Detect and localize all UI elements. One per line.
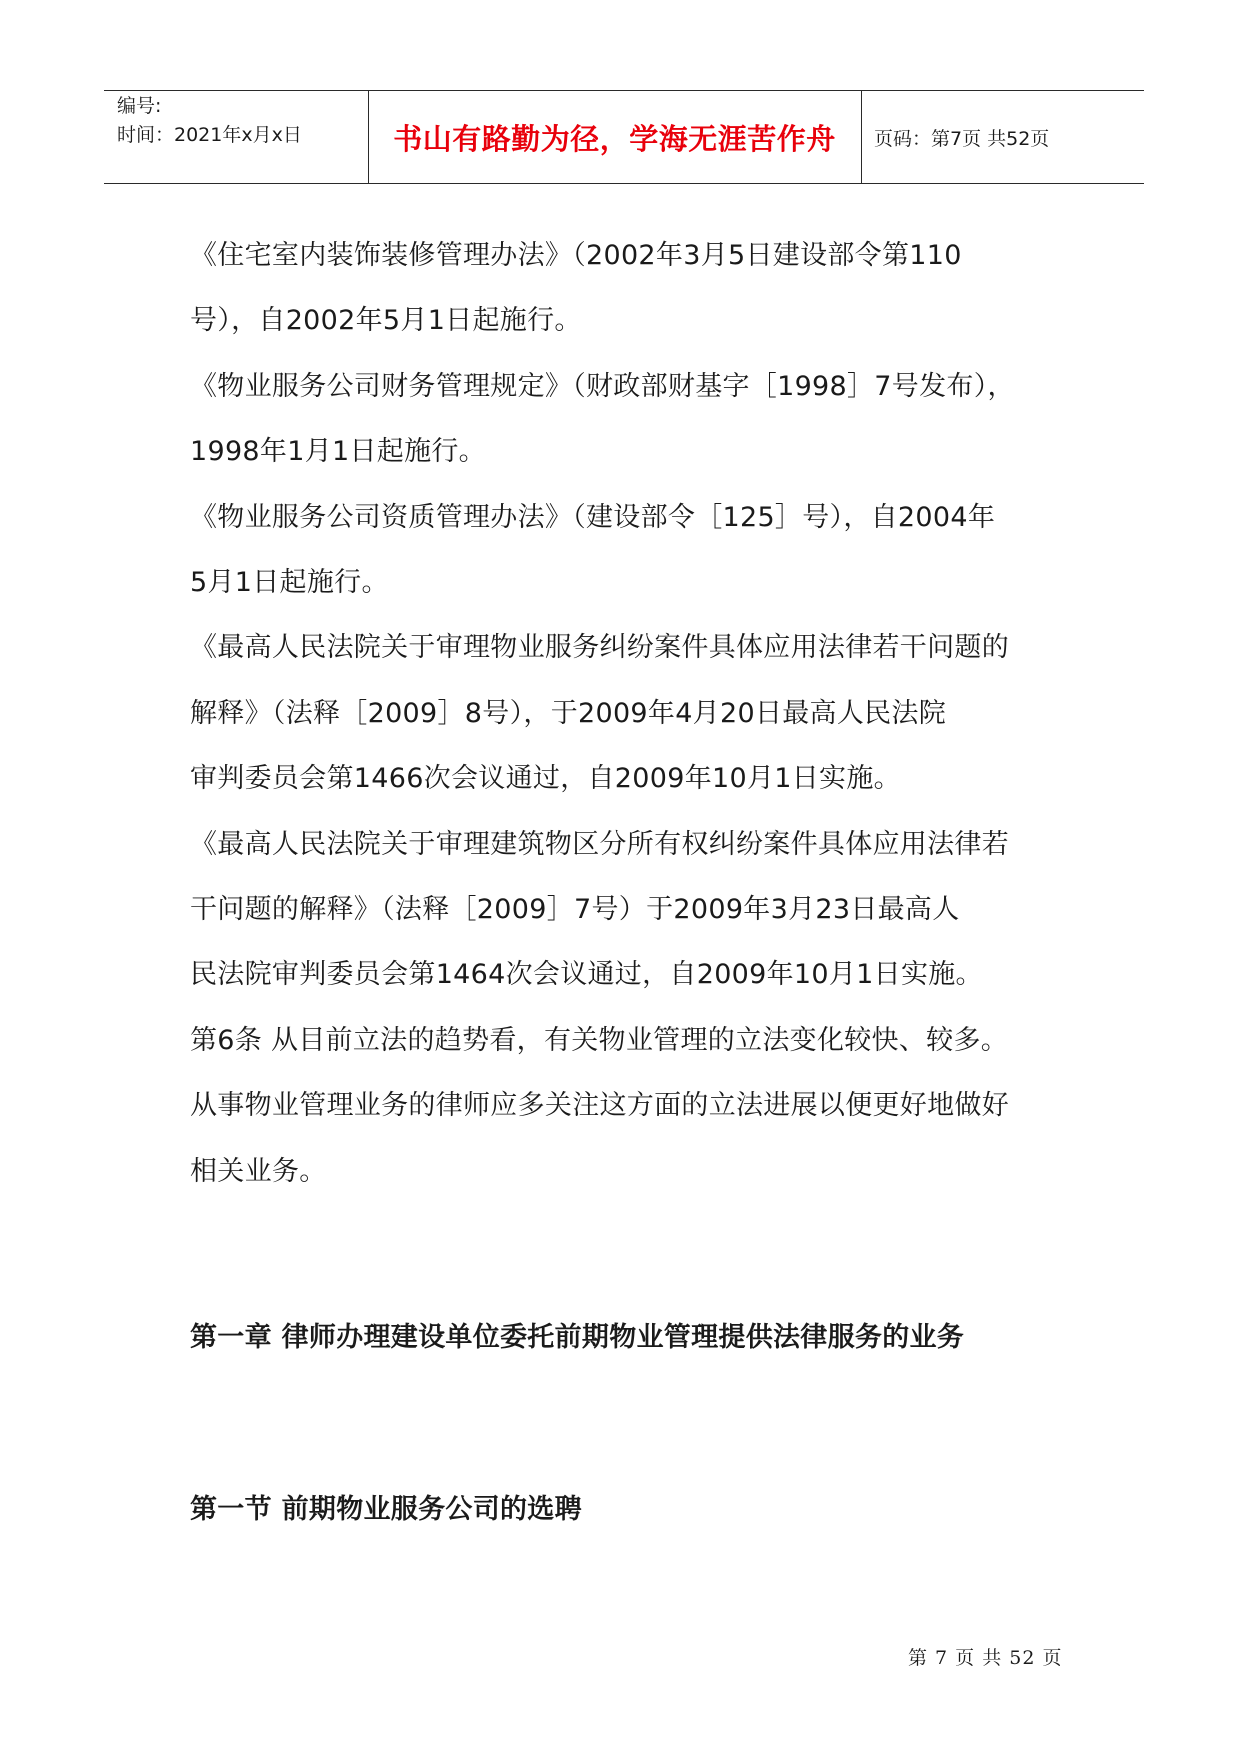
paragraph-6 (190, 1008, 1090, 1204)
text-line: 民法院审判委员会第1464次会议通过，自2009年10月1日实施。 (190, 959, 983, 991)
text-line: 审判委员会第1466次会议通过，自2009年10月1日实施。 (190, 763, 901, 795)
text-line: 解释》（法释［2009］8号），于2009年4月20日最高人民法院 (190, 697, 947, 729)
text-line: 干问题的解释》（法释［2009］7号）于2009年3月23日最高人 (190, 894, 960, 926)
header-bottom-rule (104, 183, 1144, 184)
paragraph-3 (190, 485, 1090, 616)
text-line: 《住宅室内装饰装修管理办法》（2002年3月5日建设部令第110 (190, 240, 962, 271)
section-heading: 第一节 前期物业服务公司的选聘 (190, 1494, 582, 1525)
text-line: 《最高人民法院关于审理物业服务纠纷案件具体应用法律若干问题的 (190, 632, 1009, 664)
document-body (190, 223, 1090, 1204)
time-label: 时间：2021年x月x日 (117, 124, 302, 146)
text-line: 5月1日起施行。 (190, 567, 389, 599)
header-motto: 书山有路勤为径，学海无涯苦作舟 (393, 122, 836, 156)
paragraph-5 (190, 812, 1090, 1008)
text-line: 从事物业管理业务的律师应多关注这方面的立法进展以便更好地做好 (190, 1090, 1009, 1122)
header-meta (117, 92, 302, 150)
serial-number-label: 编号: (117, 95, 162, 117)
paragraph-4 (190, 615, 1090, 811)
text-line: 1998年1月1日起施行。 (190, 436, 486, 468)
footer-page-number: 第 7 页 共 52 页 (908, 1647, 1063, 1669)
header-divider-right (861, 90, 862, 183)
text-line: 号），自2002年5月1日起施行。 (190, 305, 582, 337)
chapter-heading: 第一章 律师办理建设单位委托前期物业管理提供法律服务的业务 (190, 1322, 965, 1353)
text-line: 第6条 从目前立法的趋势看，有关物业管理的立法变化较快、较多。 (190, 1024, 1009, 1056)
paragraph-2 (190, 354, 1090, 485)
paragraph-1 (190, 223, 1090, 354)
header-page-number: 页码：第7页 共52页 (874, 128, 1050, 150)
text-line: 《物业服务公司财务管理规定》（财政部财基字［1998］7号发布）， (190, 370, 1015, 402)
text-line: 《物业服务公司资质管理办法》（建设部令［125］号），自2004年 (190, 501, 996, 533)
text-line: 《最高人民法院关于审理建筑物区分所有权纠纷案件具体应用法律若 (190, 828, 1009, 860)
header-top-rule (104, 90, 1144, 91)
text-line: 相关业务。 (190, 1155, 327, 1187)
